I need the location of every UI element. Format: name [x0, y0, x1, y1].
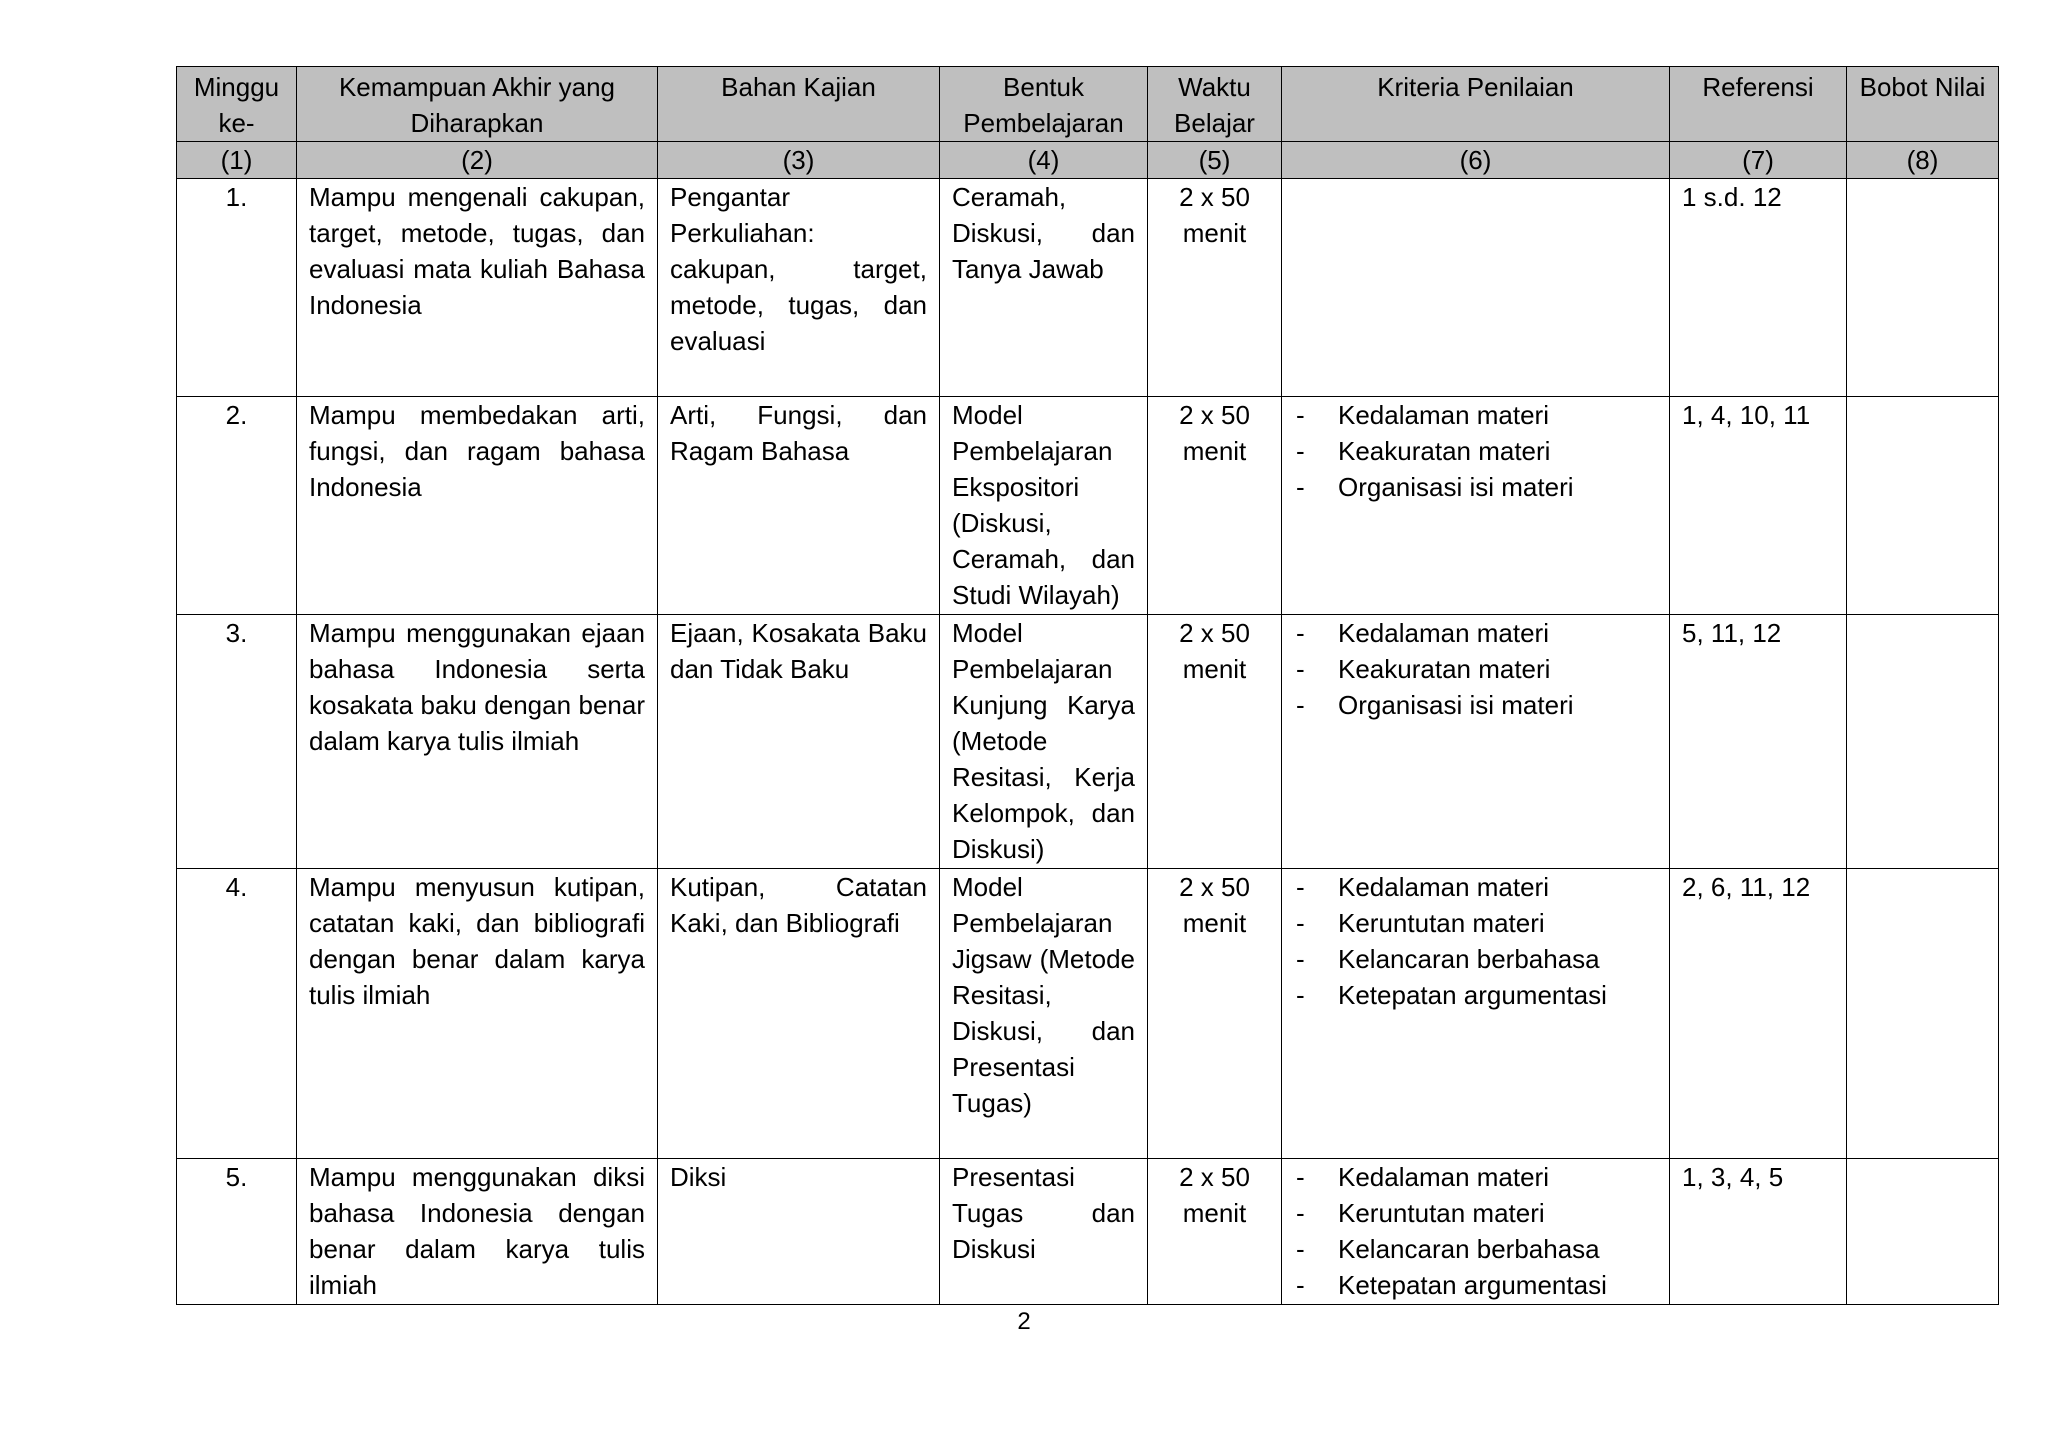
criteria-item: - Ketepatan argumentasi: [1294, 977, 1657, 1013]
header-reference: Referensi: [1670, 67, 1847, 142]
column-number: (1): [177, 142, 297, 179]
material-cell: Kutipan, Catatan Kaki, dan Bibliografi: [658, 869, 940, 1159]
method-cell: Model Pembelajaran Ekspositori (Diskusi, Ceramah, dan Studi Wilayah): [940, 397, 1148, 615]
ability-cell: Mampu membedakan arti, fungsi, dan ragam bahasa Indonesia: [297, 397, 658, 615]
method-cell: Model Pembelajaran Kunjung Karya (Metode Resitasi, Kerja Kelompok, dan Diskusi): [940, 615, 1148, 869]
criteria-cell: [1282, 179, 1670, 397]
time-cell: 2 x 50 menit: [1148, 615, 1282, 869]
ability-cell: Mampu mengenali cakupan, target, metode, tugas, dan evaluasi mata kuliah Bahasa Indonesia: [297, 179, 658, 397]
method-cell: Model Pembelajaran Jigsaw (Metode Resitasi, Diskusi, dan Presentasi Tugas): [940, 869, 1148, 1159]
header-time: Waktu Belajar: [1148, 67, 1282, 142]
criteria-item: - Kedalaman materi: [1294, 615, 1657, 651]
criteria-cell: [1282, 1159, 1670, 1305]
criteria-item: - Kelancaran berbahasa: [1294, 1231, 1657, 1267]
header-week: Minggu ke-: [177, 67, 297, 142]
method-cell: Ceramah, Diskusi, dan Tanya Jawab: [940, 179, 1148, 397]
table-row: [177, 615, 1999, 869]
reference-cell: 1 s.d. 12: [1670, 179, 1847, 397]
week-cell: 4.: [177, 869, 297, 1159]
table-row: [177, 1159, 1999, 1305]
criteria-cell: [1282, 615, 1670, 869]
criteria-item: - Kelancaran berbahasa: [1294, 941, 1657, 977]
column-number: (8): [1847, 142, 1999, 179]
criteria-list: [1294, 1159, 1657, 1303]
column-number: (6): [1282, 142, 1670, 179]
criteria-cell: [1282, 397, 1670, 615]
table-row: [177, 869, 1999, 1159]
material-cell: Diksi: [658, 1159, 940, 1305]
time-cell: 2 x 50 menit: [1148, 1159, 1282, 1305]
header-weight: Bobot Nilai: [1847, 67, 1999, 142]
material-cell: Pengantar Perkuliahan: cakupan, target, metode, tugas, dan evaluasi: [658, 179, 940, 397]
week-cell: 2.: [177, 397, 297, 615]
criteria-cell: [1282, 869, 1670, 1159]
weight-cell: [1847, 397, 1999, 615]
column-number: (2): [297, 142, 658, 179]
column-number: (5): [1148, 142, 1282, 179]
table-row: [177, 397, 1999, 615]
column-number: (3): [658, 142, 940, 179]
ability-cell: Mampu menyusun kutipan, catatan kaki, dan bibliografi dengan benar dalam karya tulis ilmiah: [297, 869, 658, 1159]
criteria-list: [1294, 869, 1657, 1013]
ability-cell: Mampu menggunakan diksi bahasa Indonesia dengan benar dalam karya tulis ilmiah: [297, 1159, 658, 1305]
header-method: Bentuk Pembelajaran: [940, 67, 1148, 142]
column-number: (4): [940, 142, 1148, 179]
criteria-item: - Keakuratan materi: [1294, 433, 1657, 469]
criteria-item: - Keruntutan materi: [1294, 1195, 1657, 1231]
header-row: [177, 67, 1999, 142]
week-cell: 5.: [177, 1159, 297, 1305]
reference-cell: 1, 3, 4, 5: [1670, 1159, 1847, 1305]
header-ability: Kemampuan Akhir yang Diharapkan: [297, 67, 658, 142]
header-material: Bahan Kajian: [658, 67, 940, 142]
criteria-item: - Ketepatan argumentasi: [1294, 1267, 1657, 1303]
weight-cell: [1847, 179, 1999, 397]
criteria-item: - Kedalaman materi: [1294, 1159, 1657, 1195]
reference-cell: 1, 4, 10, 11: [1670, 397, 1847, 615]
criteria-list: [1294, 397, 1657, 505]
method-cell: Presentasi Tugas dan Diskusi: [940, 1159, 1148, 1305]
material-cell: Arti, Fungsi, dan Ragam Bahasa: [658, 397, 940, 615]
week-cell: 3.: [177, 615, 297, 869]
header-criteria: Kriteria Penilaian: [1282, 67, 1670, 142]
table-row: [177, 179, 1999, 397]
criteria-item: - Organisasi isi materi: [1294, 687, 1657, 723]
weight-cell: [1847, 615, 1999, 869]
weight-cell: [1847, 1159, 1999, 1305]
material-cell: Ejaan, Kosakata Baku dan Tidak Baku: [658, 615, 940, 869]
time-cell: 2 x 50 menit: [1148, 397, 1282, 615]
course-plan-table: [176, 66, 1999, 1305]
week-cell: 1.: [177, 179, 297, 397]
criteria-item: - Keruntutan materi: [1294, 905, 1657, 941]
weight-cell: [1847, 869, 1999, 1159]
ability-cell: Mampu menggunakan ejaan bahasa Indonesia serta kosakata baku dengan benar dalam karya tulis ilmiah: [297, 615, 658, 869]
column-number-row: [177, 142, 1999, 179]
criteria-item: - Kedalaman materi: [1294, 397, 1657, 433]
column-number: (7): [1670, 142, 1847, 179]
time-cell: 2 x 50 menit: [1148, 179, 1282, 397]
reference-cell: 5, 11, 12: [1670, 615, 1847, 869]
time-cell: 2 x 50 menit: [1148, 869, 1282, 1159]
reference-cell: 2, 6, 11, 12: [1670, 869, 1847, 1159]
criteria-item: - Kedalaman materi: [1294, 869, 1657, 905]
page-number: 2: [1017, 1308, 1031, 1335]
criteria-item: - Organisasi isi materi: [1294, 469, 1657, 505]
criteria-list: [1294, 615, 1657, 723]
criteria-item: - Keakuratan materi: [1294, 651, 1657, 687]
